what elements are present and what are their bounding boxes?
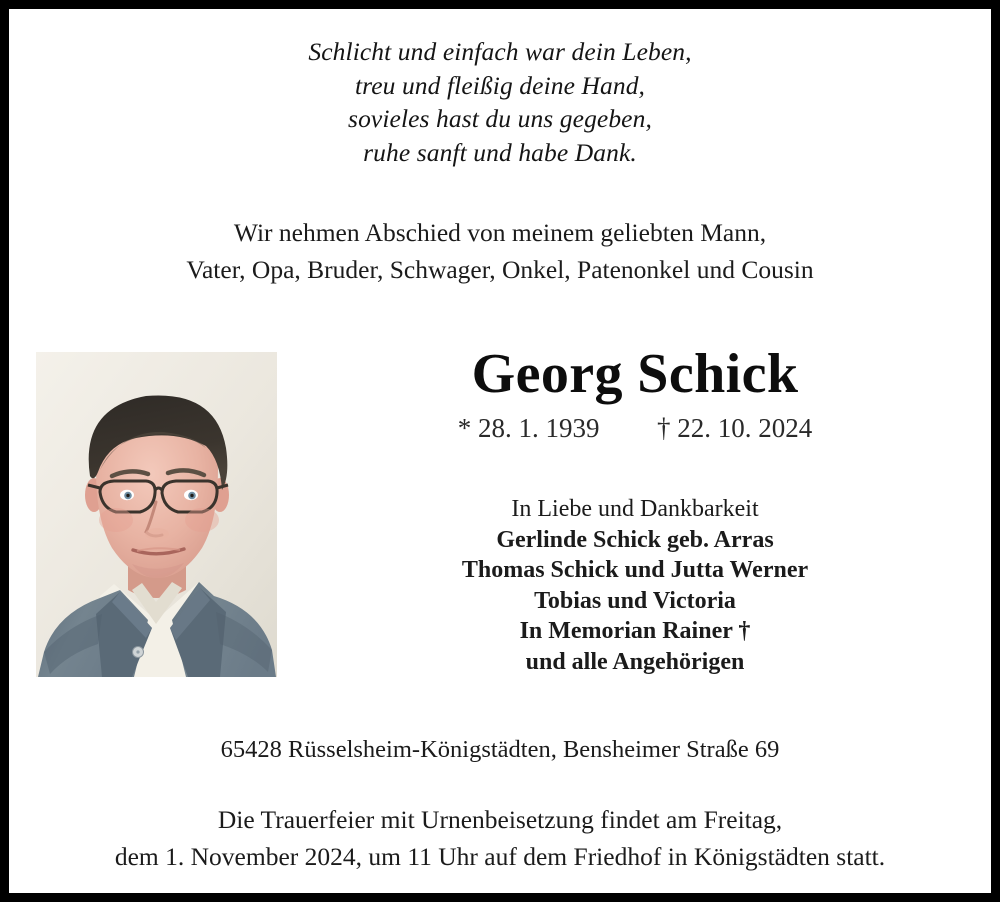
verse-line-4: ruhe sanft und habe Dank.: [363, 137, 637, 167]
ceremony-line-2: dem 1. November 2024, um 11 Uhr auf dem Friedhof in Königstädten statt.: [114, 842, 886, 871]
family-member-5: und alle Angehörigen: [525, 648, 745, 675]
death-date: 22. 10. 2024: [677, 413, 813, 443]
farewell-intro: [9, 214, 991, 288]
death-symbol: †: [657, 413, 671, 443]
family-member-2: Thomas Schick und Jutta Werner: [461, 557, 809, 583]
verse-line-1: Schlicht und einfach war dein Leben,: [308, 37, 692, 66]
birth-date: 28. 1. 1939: [478, 413, 600, 443]
birth-symbol: *: [457, 413, 472, 443]
address-line: 65428 Rüsselsheim-Königstädten, Bensheimer Straße 69: [220, 736, 780, 763]
ceremony-details: [9, 801, 991, 875]
family-member-1: Gerlinde Schick geb. Arras: [496, 526, 774, 553]
ceremony-line-1: Die Trauerfeier mit Urnenbeisetzung findet am Freitag,: [217, 805, 783, 834]
name-block: [287, 344, 983, 444]
verse-line-2: treu und fleißig deine Hand,: [354, 70, 646, 100]
family-lead: In Liebe und Dankbarkeit: [511, 496, 759, 522]
family-block: [287, 494, 983, 677]
verse-line-3: sovieles hast du uns gegeben,: [348, 104, 652, 133]
memorial-verse: [9, 35, 991, 169]
notice-inner: [9, 9, 991, 893]
intro-line-2: Vater, Opa, Bruder, Schwager, Onkel, Patenonkel und Cousin: [186, 255, 814, 284]
life-dates: [287, 412, 983, 444]
deceased-name: Georg Schick: [471, 343, 799, 405]
portrait-illustration: [36, 352, 277, 677]
intro-line-1: Wir nehmen Abschied von meinem geliebten Mann,: [233, 218, 767, 247]
family-member-3: Tobias und Victoria: [534, 587, 736, 614]
family-member-4: In Memorian Rainer †: [519, 618, 751, 644]
portrait-photo: [36, 352, 277, 677]
